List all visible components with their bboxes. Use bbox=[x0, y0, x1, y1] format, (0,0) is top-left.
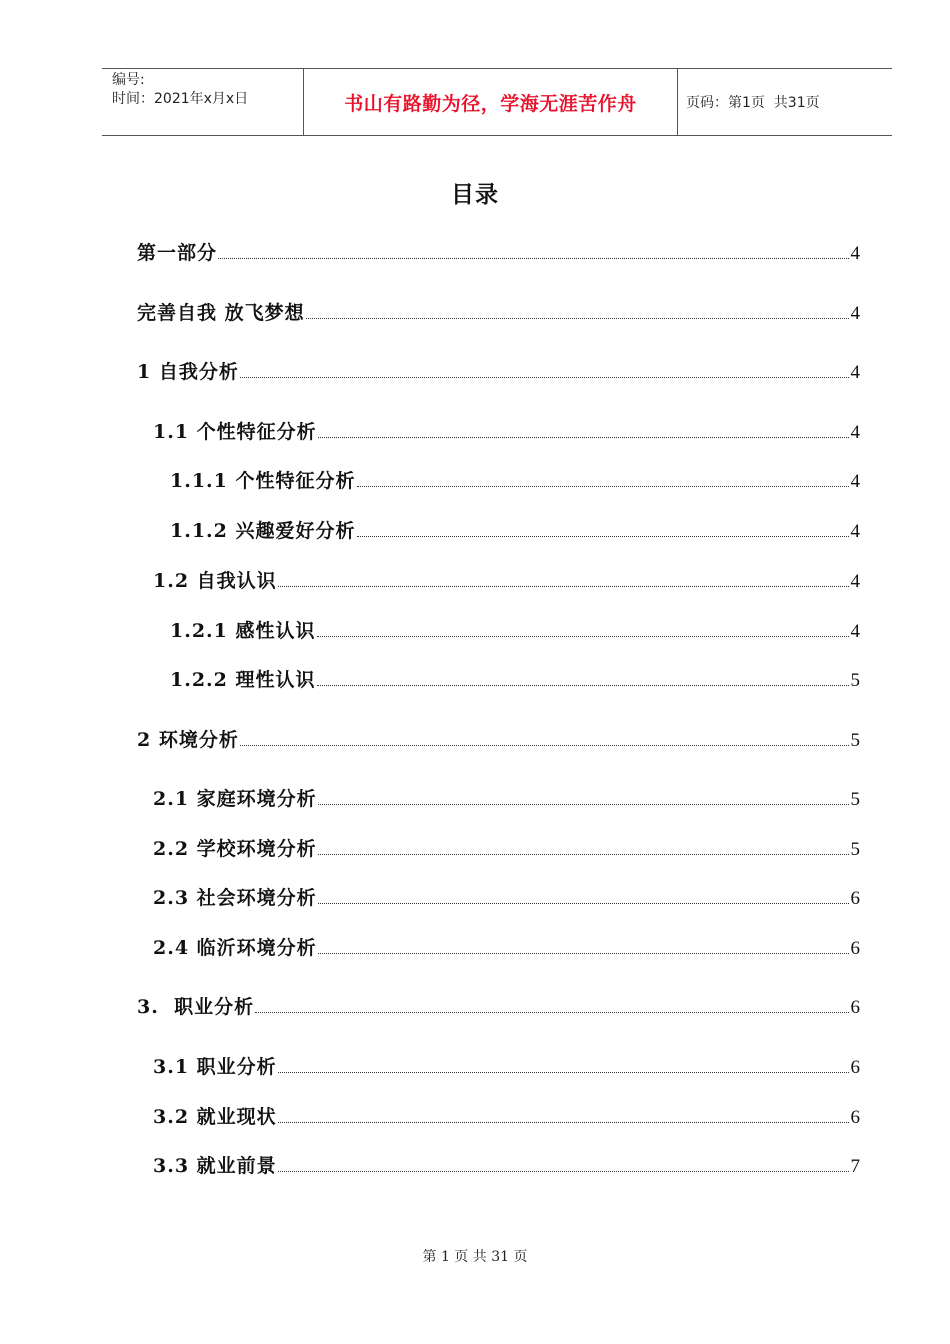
toc-entry-label: 2.4 临沂环境分析 bbox=[153, 937, 317, 959]
toc-entry[interactable] bbox=[137, 994, 860, 1021]
toc-entry-page: 6 bbox=[850, 1107, 860, 1128]
toc-entry-page: 4 bbox=[850, 571, 860, 592]
toc-entry[interactable] bbox=[153, 836, 860, 863]
toc-entry-label: 2 环境分析 bbox=[137, 729, 239, 751]
toc-title: 目录 bbox=[451, 182, 499, 208]
toc-entry-page: 5 bbox=[850, 730, 860, 751]
toc-dot-leader bbox=[357, 536, 849, 537]
toc-entry[interactable] bbox=[137, 359, 860, 386]
toc-entry-label: 1 自我分析 bbox=[137, 361, 239, 383]
header-page-info-text: 页码：第1页 共31页 bbox=[686, 95, 820, 111]
toc-entry-label: 1.2.2 理性认识 bbox=[170, 669, 316, 691]
toc-entry[interactable] bbox=[170, 468, 860, 495]
toc-entry-label: 3.3 就业前景 bbox=[153, 1155, 277, 1177]
toc-entry-page: 4 bbox=[850, 621, 860, 642]
toc-dot-leader bbox=[278, 1171, 849, 1172]
toc-entry-page: 7 bbox=[850, 1156, 860, 1177]
toc-entry-page: 4 bbox=[850, 471, 860, 492]
toc-entry[interactable] bbox=[137, 300, 860, 327]
toc-entry-label: 2.3 社会环境分析 bbox=[153, 887, 317, 909]
toc-entry-label: 完善自我 放飞梦想 bbox=[137, 302, 305, 324]
toc-dot-leader bbox=[278, 1122, 849, 1123]
header-motto: 书山有路勤为径，学海无涯苦作舟 bbox=[304, 69, 678, 135]
toc-dot-leader bbox=[318, 903, 849, 904]
toc-entry[interactable] bbox=[153, 885, 860, 912]
toc-entry[interactable] bbox=[137, 240, 860, 267]
header-time-label: 时间：2021年x月x日 bbox=[112, 91, 249, 107]
toc-entry[interactable] bbox=[137, 727, 860, 754]
toc-entry[interactable] bbox=[153, 1153, 860, 1180]
toc-entry-page: 4 bbox=[850, 362, 860, 383]
toc-entry-label: 1.2 自我认识 bbox=[153, 570, 277, 592]
toc-dot-leader bbox=[306, 318, 849, 319]
toc-dot-leader bbox=[278, 586, 849, 587]
toc-dot-leader bbox=[318, 437, 849, 438]
toc-entry-page: 5 bbox=[850, 839, 860, 860]
toc-entry-label: 1.1.2 兴趣爱好分析 bbox=[170, 520, 356, 542]
toc-entry-label: 1.1 个性特征分析 bbox=[153, 421, 317, 443]
toc-entry[interactable] bbox=[170, 518, 860, 545]
toc-dot-leader bbox=[240, 377, 849, 378]
toc-entry-page: 5 bbox=[850, 670, 860, 691]
toc-entry-label: 1.1.1 个性特征分析 bbox=[170, 470, 356, 492]
toc-entry[interactable] bbox=[153, 786, 860, 813]
toc-entry[interactable] bbox=[153, 568, 860, 595]
toc-dot-leader bbox=[317, 685, 849, 686]
toc-entry[interactable] bbox=[170, 667, 860, 694]
toc-dot-leader bbox=[318, 953, 849, 954]
toc-dot-leader bbox=[317, 636, 849, 637]
toc-entry-label: 3.2 就业现状 bbox=[153, 1106, 277, 1128]
toc-dot-leader bbox=[357, 486, 849, 487]
toc-entry-label: 2.1 家庭环境分析 bbox=[153, 788, 317, 810]
toc-dot-leader bbox=[218, 258, 848, 259]
toc-dot-leader bbox=[278, 1072, 849, 1073]
toc-entry-page: 6 bbox=[850, 888, 860, 909]
toc-entry-page: 6 bbox=[850, 1057, 860, 1078]
toc-entry-page: 4 bbox=[850, 422, 860, 443]
toc-entry-page: 4 bbox=[850, 303, 860, 324]
toc-entry-page: 6 bbox=[850, 997, 860, 1018]
page-footer: 第 1 页 共 31 页 bbox=[422, 1249, 528, 1265]
toc-entry-page: 6 bbox=[850, 938, 860, 959]
header-number-label: 编号: bbox=[112, 72, 145, 88]
toc-entry-page: 4 bbox=[850, 521, 860, 542]
toc-dot-leader bbox=[255, 1012, 848, 1013]
toc-dot-leader bbox=[318, 804, 849, 805]
toc-entry-page: 5 bbox=[850, 789, 860, 810]
toc-entry-label: 3.1 职业分析 bbox=[153, 1056, 277, 1078]
toc-dot-leader bbox=[318, 854, 849, 855]
toc-entry-label: 1.2.1 感性认识 bbox=[170, 620, 316, 642]
toc-entry-page: 4 bbox=[850, 243, 860, 264]
toc-entry-label: 2.2 学校环境分析 bbox=[153, 838, 317, 860]
toc-entry[interactable] bbox=[170, 618, 860, 645]
toc-entry[interactable] bbox=[153, 935, 860, 962]
toc-entry-label: 3. 职业分析 bbox=[137, 996, 255, 1018]
toc-entry[interactable] bbox=[153, 1054, 860, 1081]
toc-entry-label: 第一部分 bbox=[137, 242, 218, 264]
toc-entry[interactable] bbox=[153, 1104, 860, 1131]
toc-dot-leader bbox=[240, 745, 849, 746]
toc-entry[interactable] bbox=[153, 419, 860, 446]
